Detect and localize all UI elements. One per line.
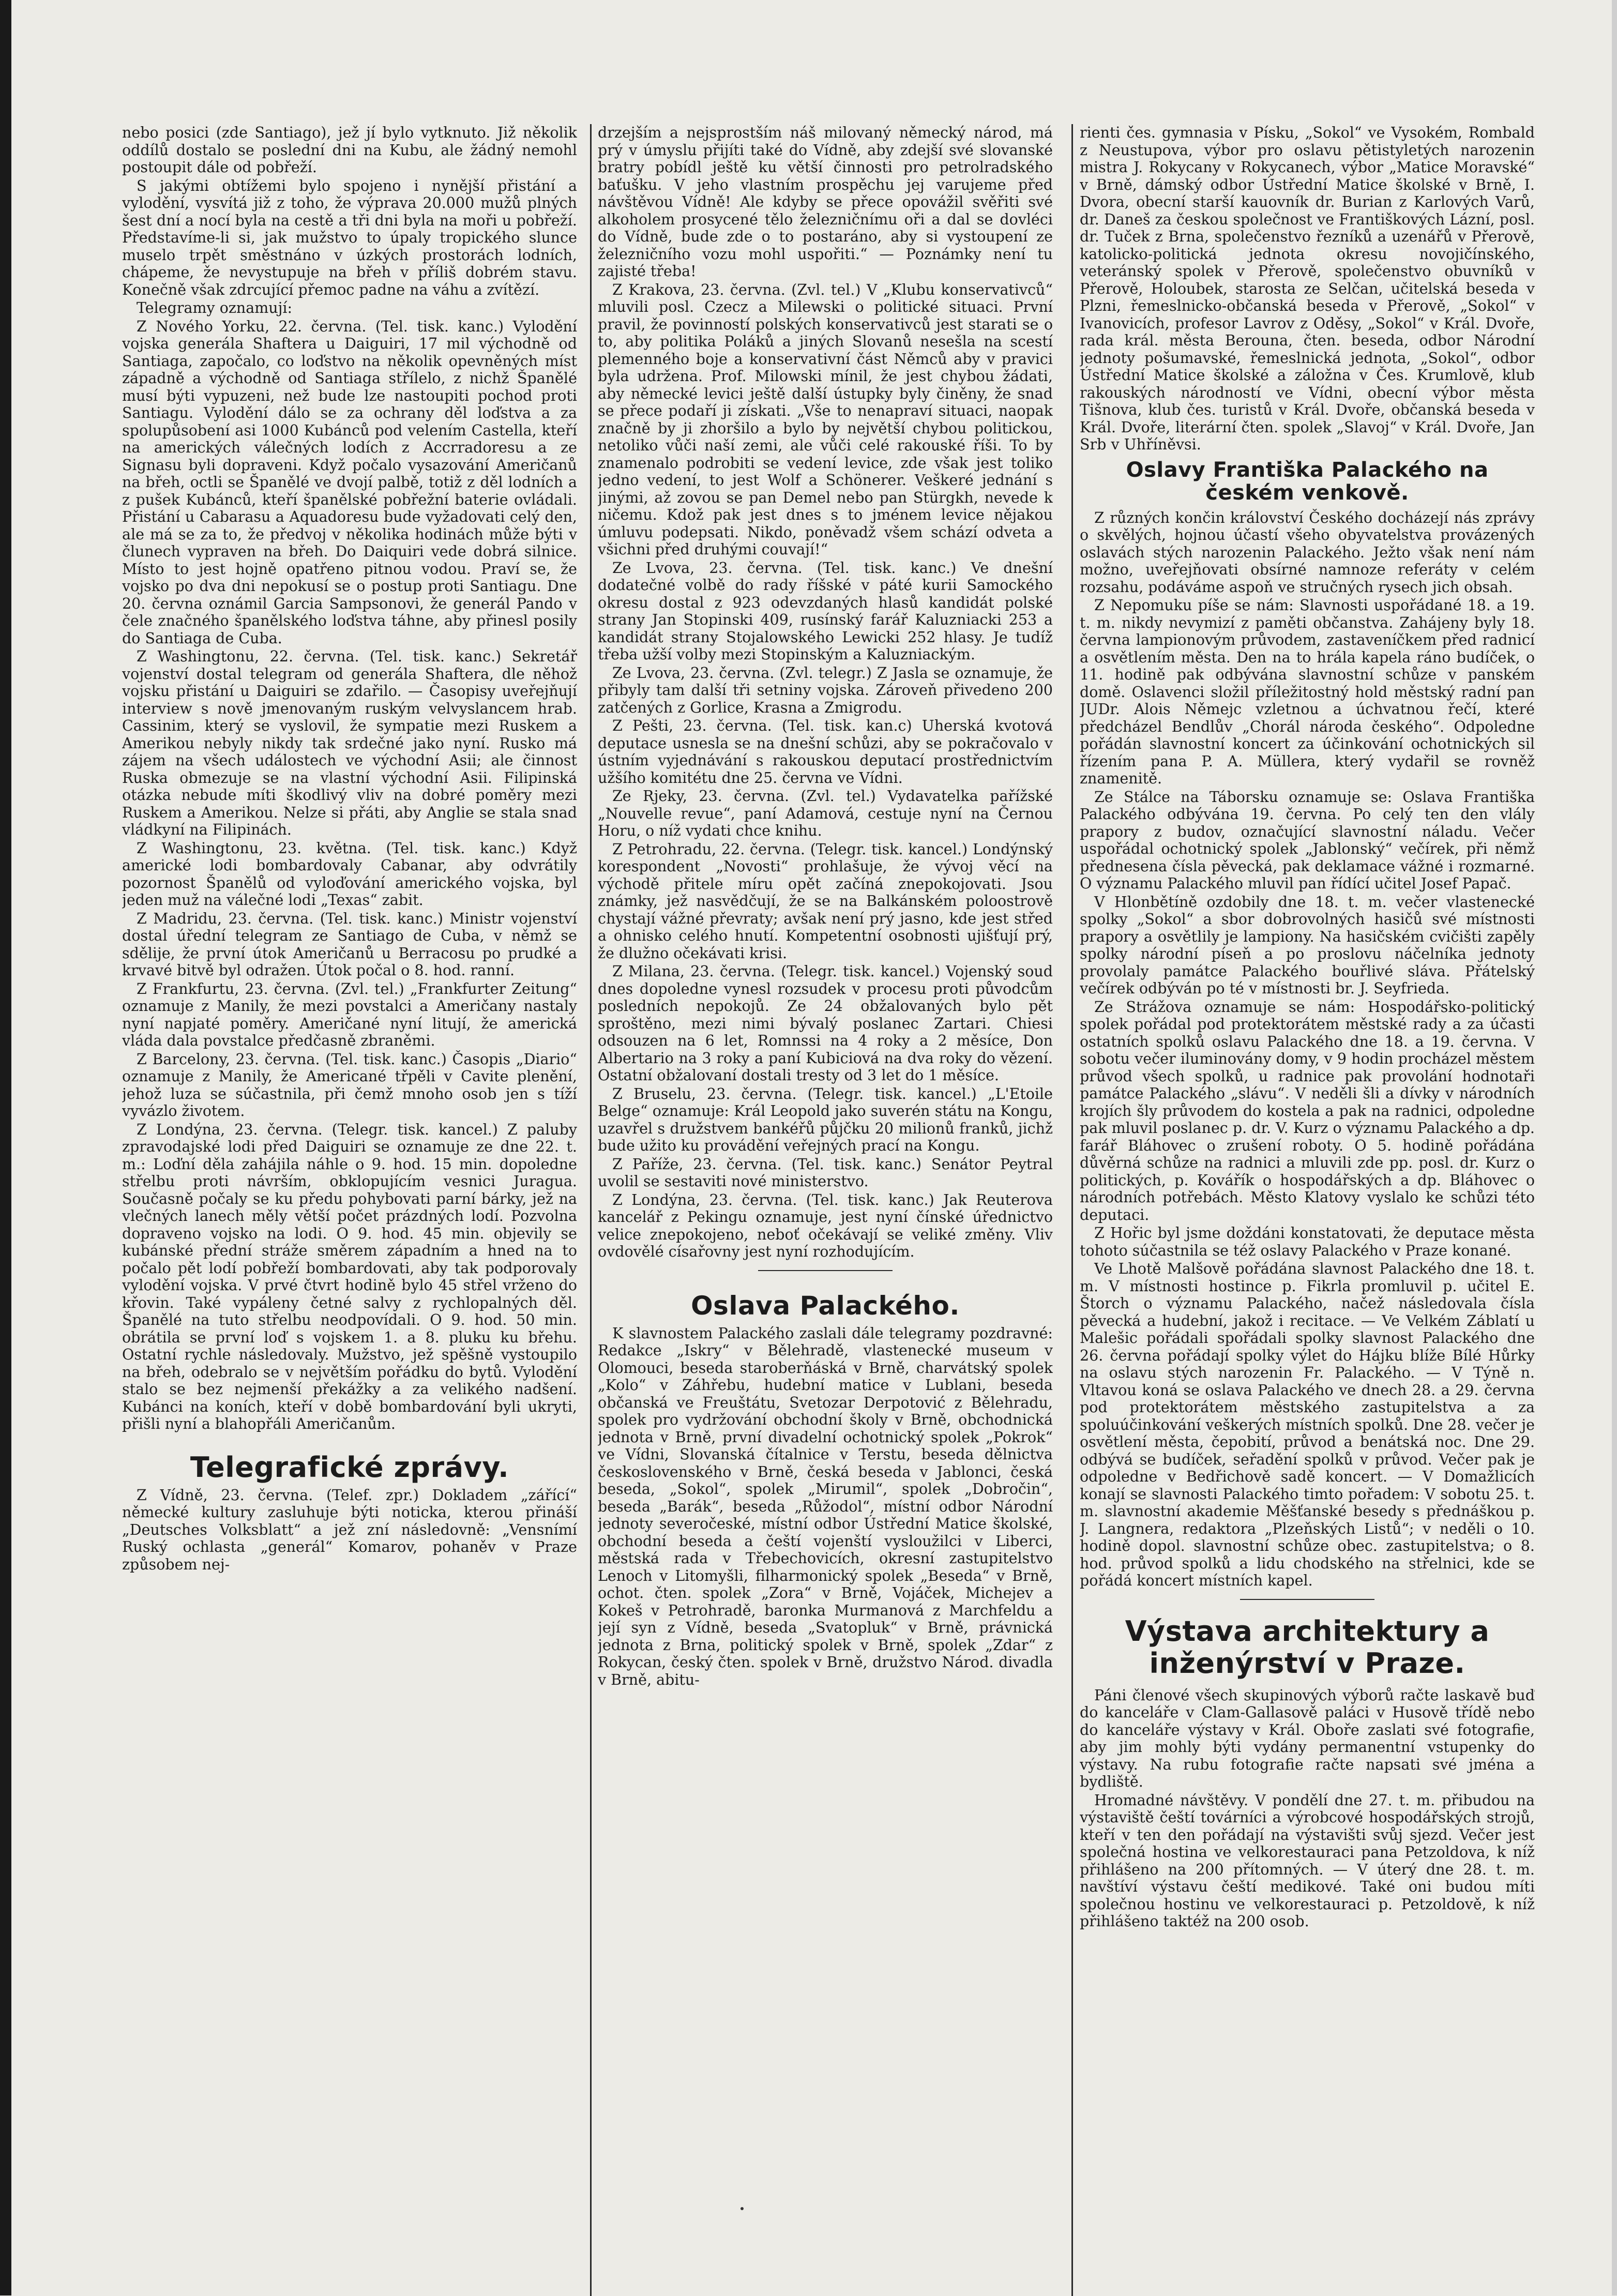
telegram-paragraph: Z Washingtonu, 23. května. (Tel. tisk. kanc.) Když americké lodi bombardovaly Cabanar, aby odvrátily pozornost Španělů od vyloďování amerického vojska, byl jeden muž na válečné lodi „Texas“ zabit. [122,839,577,909]
column-2 [598,124,1053,2296]
article-paragraph: Ze Stálce na Táborsku oznamuje se: Oslava Františka Palackého odbývána 19. června. Po celý ten den vlály prapory z budov, označující slavnostní náladu. Večer uspořádal ochotnický spolek „Jablonský“ večírek, při němž přednesena čísla pěvecká, pak deklamace vážné i rozmarné. O významu Palackého mluvil pan řídící učitel Josef Papač. [1080,788,1535,892]
article-paragraph: Hromadné návštěvy. V pondělí dne 27. t. m. přibudou na výstaviště čeští továrníci a výrobcové hospodářských strojů, kteří v ten den pořádají na výstavišti svůj sjezd. Večer jest společná hostina ve velkorestauraci pana Petzoldova, k níž přihlášeno na 200 přítomných. — V úterý dne 28. t. m. navštíví výstavu čeští medikové. Také oni budou míti společnou hostinu ve velkorestauraci p. Petzoldově, k níž přihlášeno taktéž na 200 osob. [1080,1791,1535,1930]
telegram-paragraph: Z Madridu, 23. června. (Tel. tisk. kanc.) Ministr vojenství dostal úřední telegram ze Santiago de Cuba, v němž se sdělije, že první útok Američanů u Berracosu po prudké a krvavé bitvě byl odražen. Útok počal o 8. hod. ranní. [122,910,577,979]
article-paragraph: K slavnostem Palackého zaslali dále telegramy pozdravné: Redakce „Iskry“ v Bělehradě, vlastenecké museum v Olomouci, beseda staroberňáská v Brně, charvátský spolek „Kolo“ v Záhřebu, hudební matice v Lublani, beseda občanská ve Freuštátu, Svetozar Derpotović z Bělehradu, spolek pro vydržování obchodní školy v Brně, obchodnická jednota v Brně, první divadelní ochotnický spolek „Pokrok“ ve Vídni, Slovanská čítalnice v Terstu, beseda dělnictva československého v Brně, česká beseda v Jablonci, česká beseda, „Sokol“, spolek „Mirumil“, spolek „Dobročin“, beseda „Barák“, beseda „Růžodol“, místní odbor Národní jednoty severočeské, místní odbor Ústřední Matice školské, obchodní beseda a čeští vojenští vysloužilci v Liberci, městská rada v Třebechovicích, okresní zastupitelstvo Lenoch v Litomyšli, filharmonický spolek „Beseda“ v Brně, ochot. čten. spolek „Zora“ v Brně, Vojáček, Michejev a Kokeš v Petrohradě, baronka Murmanová z Marchfeldu a její syn z Vídně, beseda „Svatopluk“ v Brně, právnická jednota z Brna, politický spolek v Brně, spolek „Zdar“ z Rokycan, český čten. spolek v Brně, družstvo Národ. divadla v Brně, abitu- [598,1324,1053,1688]
section-heading-oslava: Oslava Palackého. [691,1290,960,1321]
telegram-paragraph: Ze Lvova, 23. června. (Tel. tisk. kanc.) Ve dnešní dodatečné volbě do rady říšské v páté kurii Samockého okresu dostal z 923 odevzdaných hlasů kandidát polské strany Jan Stopinski 409, rusínský farář Kaluzniacki 253 a kandidát strany Stojalowského Lewicki 252 hlasy. Je tudíž třeba užší volby mezi Stopinským a Kaluzniackým. [598,559,1053,663]
section-heading-oslavy-venkov: Oslavy Františka Palackého na českém venkově. [1126,458,1489,505]
article-paragraph: Ze Strážova oznamuje se nám: Hospodářsko-politický spolek pořádal pod protektorátem městské rady a za účasti ostatních spolků oslavu Palackého dne 18. a 19. června. V sobotu večer iluminovány domy, v 9 hodin procházel městem průvod všech spolků, u radnice pak provolání hodnotaři památce Palackého „slávu“. V neděli šli a dívky v národních krojích šly průvodem do kostela a pak na radnici, odpoledne pak mluvil poslanec p. dr. V. Kurz o významu Palackého a dp. farář Bláhovec o zrušení roboty. O 5. hodině pořádána důvěrná schůze na radnici a mluvili zde pp. posl. dr. Kurz o politických, p. Kovářík o hospodářských a dp. Bláhovec o národních potřebách. Město Klatovy vyslalo ke schůzi této deputaci. [1080,998,1535,1223]
telegram-paragraph: Z Frankfurtu, 23. června. (Zvl. tel.) „Frankfurter Zeitung“ oznamuje z Manily, že mezi povstalci a Američany nastaly nyní napjaté poměry. Američané nyní litují, že americká vláda dala povstalce předčasně zbraněmi. [122,980,577,1049]
print-speck [741,2207,744,2210]
newspaper-page [122,124,1535,2296]
telegram-paragraph: Z Krakova, 23. června. (Zvl. tel.) V „Klubu konservativců“ mluvili posl. Czecz a Milewski o politické situaci. První pravil, že povinností polských konservativců jest starati se o to, aby politika Poláků a jiných Slovanů nesešla na scestí plemenného boje a konservativní část Němců aby v pravici byla udržena. Prof. Milowski mínil, že jest chybou žádati, aby německé levici ještě další ústupky byly činěny, že snad se přece podaří ji získati. „Vše to nenapraví situaci, naopak značně by ji zhoršilo a bylo by největší chybou politickou, netoliko vůči naší zemi, ale vůči celé rakouské říši. To by znamenalo podrobiti se vedení levice, zde však jest toliko jedno vedení, to jest Wolf a Schönerer. Veškeré jednání s jinými, až zovou se pan Demel nebo pan Stürgkh, nevede k ničemu. Kdož pak jest dnes s to jménem levice nějakou úmluvu podepsati. Nikdo, poněvadž všem schází odveta a všichni před druhými couvají!“ [598,281,1053,558]
section-heading-vystava: Výstava architektury a inženýrství v Praze. [1125,1614,1490,1680]
telegram-paragraph: Ze Lvova, 23. června. (Zvl. telegr.) Z Jasla se oznamuje, že přibyly tam další tři setniny vojska. Zároveň přivedeno 200 zatčených z Gorlice, Krasna a Zmigrodu. [598,664,1053,716]
article-paragraph: Z Hořic byl jsme doždáni konstatovati, že deputace města tohoto súčastnila se též oslavy Palackého v Praze konané. [1080,1225,1535,1259]
article-paragraph: drzejším a nejsprostším náš milovaný německý národ, má prý v úmyslu přijíti také do Vídně, aby zdejší své slovanské bratry pobídl ještě ku větší činnosti pro petrolradského baťušku. V jeho vlastním prospěchu jej varujeme před návštěvou Vídně! Ale kdyby se přece opovážil svěřiti své alkoholem prosycené tělo železničnímu oři a dal se dovléci do Vídně, bude zde o to postaráno, aby si vystoupení ze železničního vozu mohl uspořiti.“ — Poznámky není tu zajisté třeba! [598,124,1053,280]
telegram-paragraph: Z Barcelony, 23. června. (Tel. tisk. kanc.) Časopis „Diario“ oznamuje z Manily, že Americané třpěli v Cavite plenění, jehož luza se súčastnila, při čemž mnoho osob jen s tíží vyvázlo životem. [122,1050,577,1120]
article-paragraph: nebo posici (zde Santiago), jež jí bylo vytknuto. Již několik oddílů dostalo se poslední dni na Kubu, ale žádný nemohl postoupit dále od pobřeží. [122,124,577,176]
article-paragraph: Ve Lhotě Malšově pořádána slavnost Palackého dne 18. t. m. V místnosti hostince p. Fikrla promluvil p. učitel E. Štorch o významu Palackého, načež následovala čísla pěvecká a hudební, jakož i recitace. — Ve Velkém Záblatí u Malešic pořádali spořádali spolky slavnost Palackého dne 26. června pořádají spolky výlet do Hájku blíže Bílé Hůrky na oslavu stých narozenin Fr. Palackého. — V Týně n. Vltavou koná se oslava Palackého ve dnech 28. a 29. června pod protektorátem městského zastupitelstva a za spoluúčinkování veškerých místních spolků. Dne 28. večer je osvětlení města, čepobití, průvod a benátská noc. Dne 29. odbývá se budíček, seřadění spolků v průvod. Večer pak je odpoledne v Bedřichově sadě koncert. — V Domažlicích konají se slavnosti Palackého timto pořadem: V sobotu 25. t. m. slavnostní akademie Měšťanské besedy s přednáškou p. J. Langnera, redaktora „Plzeňských Listů“; v neděli o 10. hodině dopol. slavnostní schůze obec. zastupitelstva; o 8. hod. průvod spolků a lidu chodského na střelnici, kde se pořádá koncert místních kapel. [1080,1260,1535,1589]
column-rule [1071,124,1073,2296]
scan-binding-edge [0,0,11,2295]
article-paragraph: rienti čes. gymnasia v Písku, „Sokol“ ve Vysokém, Rombald z Neustupova, výbor pro oslavu pětistyletých narozenin mistra J. Rokycany v Rokycanech, výbor „Matice Moravské“ v Brně, dámský odbor Ústřední Matice školské v Brně, I. Dvora, obecní starší kauovník dr. Burian z Karlových Varů, dr. Daneš za českou společnost ve Františkových Lázní, posl. dr. Tuček z Brna, společenstvo řezníků a uzenářů v Přerově, katolicko-politická jednota okresu novojičínského, veteránský spolek v Přerově, společenstvo obuvníků v Přerově, Holoubek, starosta ze Selčan, učitelská beseda v Plzni, řemeslnicko-občanská beseda v Přerově, „Sokol“ v Ivanovicích, profesor Lavrov z Oděsy, „Sokol“ v Král. Dvoře, rada král. města Berouna, čten. beseda, odbor Národní jednoty pošumavské, řemeslnická jednota, „Sokol“, odbor Ústřední Matice školské a záložna v Čes. Krumlově, klub rakouských národností ve Vídni, obecní výbor města Tišnova, klub čes. turistů v Král. Dvoře, občanská beseda v Král. Dvoře, literární čten. spolek „Slavoj“ v Král. Dvoře, Jan Srb v Uhříněvsi. [1080,124,1535,453]
telegram-paragraph: Z Londýna, 23. června. (Telegr. tisk. kancel.) Z paluby zpravodajské lodi před Daiguiri se oznamuje ze dne 22. t. m.: Loďní děla zahájila náhle o 9. hod. 15 min. dopoledne střelbu proti návrším, obklopujícím vesnici Juragua. Současně počaly se ku předu pohybovati parní bárky, jež na vlečných lanech měly větší počet prázdných lodí. Pozvolna dopraveno vojsko na lodi. O 9. hod. 45 min. objevily se kubánské přední stráže směrem západním a hned na to počalo pět lodí pobřeží bombardovati, aby tak podporovaly vylodění vojska. V prvé čtvrt hodině bylo 45 střel vrženo do křovin. Také vypáleny četné salvy z rychlopalných děl. Španělé na tuto střelbu neodpovídali. O 9. hod. 50 min. obrátila se první loď s vojskem 1. a 8. pluku ku břehu. Ostatní rychle následovaly. Mužstvo, jež spěšně vystoupilo na břeh, odebralo se v největším pořádku do bytů. Vylodění stalo se bez nejmenší překážky a za velikého nadšení. Kubánci na koních, kteří v době bombardování byli ukryti, přišli nyní a blahopřáli Američanům. [122,1121,577,1432]
article-paragraph: Telegramy oznamují: [137,299,293,316]
article-paragraph: Páni členové všech skupinových výborů račte laskavě buď do kanceláře v Clam-Gallasově paláci v Husově třídě nebo do kanceláře výstavy v Král. Oboře zaslati své fotografie, aby jim mohly býti vydány permanentní vstupenky do výstavy. Na rubu fotografie račte napsati své jména a bydliště. [1080,1686,1535,1790]
scan-right-edge [1612,0,1617,2295]
column-3 [1080,124,1535,2296]
article-paragraph: Z Nepomuku píše se nám: Slavnosti uspořádané 18. a 19. t. m. nikdy nevymizí z paměti občanstva. Zahájeny byly 18. června lampionovým průvodem, zastaveníčkem před radnicí a osvětlením města. Den na to hrála kapela ráno budíček, o 11. hodině pak odbývána slavnostní schůze v panském domě. Oslavenci složil příležitostný hold městský radní pan JUDr. Alois Němejc vzletnou a úchvatnou řečí, které předcházel Bendlův „Chorál národa českého“. Odpoledne pořádán slavnostní koncert za účinkování ochotnických sil řízením pana P. A. Müllera, který vydařil se rovněž znamenitě. [1080,597,1535,787]
article-paragraph: S jakými obtížemi bylo spojeno i nynější přistání a vylodění, vysvítá již z toho, že výprava 20.000 mužů plných šest dní a nocí byla na cestě a tři dni byla na moři u pobřeží. Představíme-li si, jak mužstvo to úpaly tropického slunce muselo trpět směstnáno v úzkých prostorách lodních, chápeme, že nevystupuje na břeh v příliš dobrém stavu. Konečně však zdrcující přemoc padne na váhu a zvítězí. [122,177,577,298]
section-divider [758,1270,893,1271]
section-heading-telegrams: Telegrafické zprávy. [190,1451,509,1484]
telegram-paragraph: Z Washingtonu, 22. června. (Tel. tisk. kanc.) Sekretář vojenství dostal telegram od generála Shaftera, dle něhož vojsku přistání u Daiguiri se zdařilo. — Časopisy uveřejňují interview s nově jmenovaným ruským velvyslancem hrab. Cassinim, který se vyslovil, že sympatie mezi Ruskem a Amerikou nebyly nikdy tak srdečné jako nyní. Rusko má zájem na všech událostech ve východní Asii; ale činnost Ruska obmezuje se na vlastní východní Asii. Filipinská otázka nebude míti škodlivý vliv na dobré poměry mezi Ruskem a Amerikou. Nelze si přáti, aby Anglie se stala snad vládkyní na Filipinách. [122,648,577,838]
column-rule [590,124,592,2296]
telegram-paragraph: Z Paříže, 23. června. (Tel. tisk. kanc.) Senátor Peytral uvolil se sestaviti nové ministerstvo. [598,1155,1053,1190]
telegram-paragraph: Z Milana, 23. června. (Telegr. tisk. kancel.) Vojenský soud dnes dopoledne vynesl rozsudek v procesu proti původcům posledních nepokojů. Ze 24 obžalovaných bylo pět sproštěno, mezi nimi bývalý poslanec Zartari. Chiesi odsouzen na 6 let, Romnssi na 4 roky a 2 měsíce, Don Albertario na 3 roky a paní Kubiciová na dva roky do vězení. Ostatní obžalovaní dostali tresty od 3 let do 1 měsíce. [598,963,1053,1084]
telegram-paragraph: Z Petrohradu, 22. června. (Telegr. tisk. kancel.) Londýnský korespondent „Novosti“ prohlašuje, že vývoj věcí na východě přitele míru opět začíná znepokojovati. Jsou známky, jež nasvědčují, že se na Balkánském poloostrově chystají vážné převraty; avšak není prý jasno, kde jest střed a ohnisko celého hnutí. Kompetentní osobnosti ujišťují prý, že dlužno očekávati krisi. [598,840,1053,962]
telegram-paragraph: Z Bruselu, 23. června. (Telegr. tisk. kancel.) „L'Etoile Belge“ oznamuje: Král Leopold jako suverén státu na Kongu, uzavřel s družstvem bankéřů půjčku 20 milionů franků, jichž bude užito ku provádění veřejných prací na Kongu. [598,1085,1053,1154]
article-paragraph: Z různých končin království Českého docházejí nás zprávy o skvělých, hojnou účastí všeho obyvatelstva provázených oslavách stých narozenin Palackého. Ježto však není nám možno, uveřejňovati obsírné namnoze referáty v celém rozsahu, podáváme aspoň ve stručných rysech jich obsah. [1080,509,1535,596]
section-divider [1240,1599,1374,1600]
telegram-paragraph: Z Nového Yorku, 22. června. (Tel. tisk. kanc.) Vylodění vojska generála Shaftera u Daiguiri, 17 mil východně od Santiaga, započalo, co loďstvo na několik opevněných míst západně a východně od Santiaga střílelo, z nichž Španělé musí býti vypuzeni, než bude lze nastoupiti pochod proti Santiagu. Vylodění dálo se za ochrany děl loďstva a za spolupůsobení asi 1000 Kubánců pod velením Castella, kteří na amerických válečných lodích z Accrradoresu a ze Signasu byli dopraveni. Když počalo vysazování Američanů na břeh, octli se Španělé ve dvojí palbě, totiž z děl lodních a z pušek Kubánců, kteří španělské pobřežní baterie ovládali. Přistání u Cabarasu a Aquadoresu bude vyžadovati celý den, ale má se za to, že předvoj v několika hodinách může býti v člunech vypraven na břeh. Do Daiquiri vede dobrá silnice. Místo to jest hojně opatřeno pitnou vodou. Praví se, že vojsko po dva dni nepokusí se o postup proti Santiagu. Dne 20. června oznámil Garcia Sampsonovi, že generál Pando v čele značného španělského loďstva táhne, aby přinesl posily do Santiaga de Cuba. [122,318,577,647]
telegram-paragraph: Ze Rjeky, 23. června. (Zvl. tel.) Vydavatelka pařížské „Nouvelle revue“, paní Adamová, cestuje nyní na Černou Horu, o níž vydati chce knihu. [598,788,1053,839]
column-1 [122,124,577,2296]
telegram-paragraph: Z Vídně, 23. června. (Telef. zpr.) Dokladem „zářící“ německé kultury zasluhuje býti noticka, kterou přináší „Deutsches Volksblatt“ a jež zní následovně: „Vensnímí Ruský ochlasta „generál“ Komarov, pohaněv v Praze způsobem nej- [122,1486,577,1573]
telegram-paragraph: Z Pešti, 23. června. (Tel. tisk. kan.c) Uherská kvotová deputace usnesla se na dnešní schůzi, aby se pokračovalo v ústním vyjednávání s rakouskou deputací prostřednictvím užšího komitétu dne 25. června ve Vídni. [598,717,1053,787]
telegram-paragraph: Z Londýna, 23. června. (Tel. tisk. kanc.) Jak Reuterova kancelář z Pekingu oznamuje, jest nyní čínské úřednictvo velice znepokojeno, neboť očekávají se veliké změny. Vliv ovdovělé císařovny jest nyní rozhodujícím. [598,1191,1053,1260]
article-paragraph: V Hlonbětíně ozdobily dne 18. t. m. večer vlastenecké spolky „Sokol“ a sbor dobrovolných hasičů své místnosti prapory a osvětlily je lampiony. Na hasičském cvičišti zapěly spolky národní píseň a po proslovu náčelníka jednoty provolaly památce Palackého bouřlivé sláva. Přátelský večírek odbýván po té v místnosti br. J. Seyfrieda. [1080,893,1535,997]
